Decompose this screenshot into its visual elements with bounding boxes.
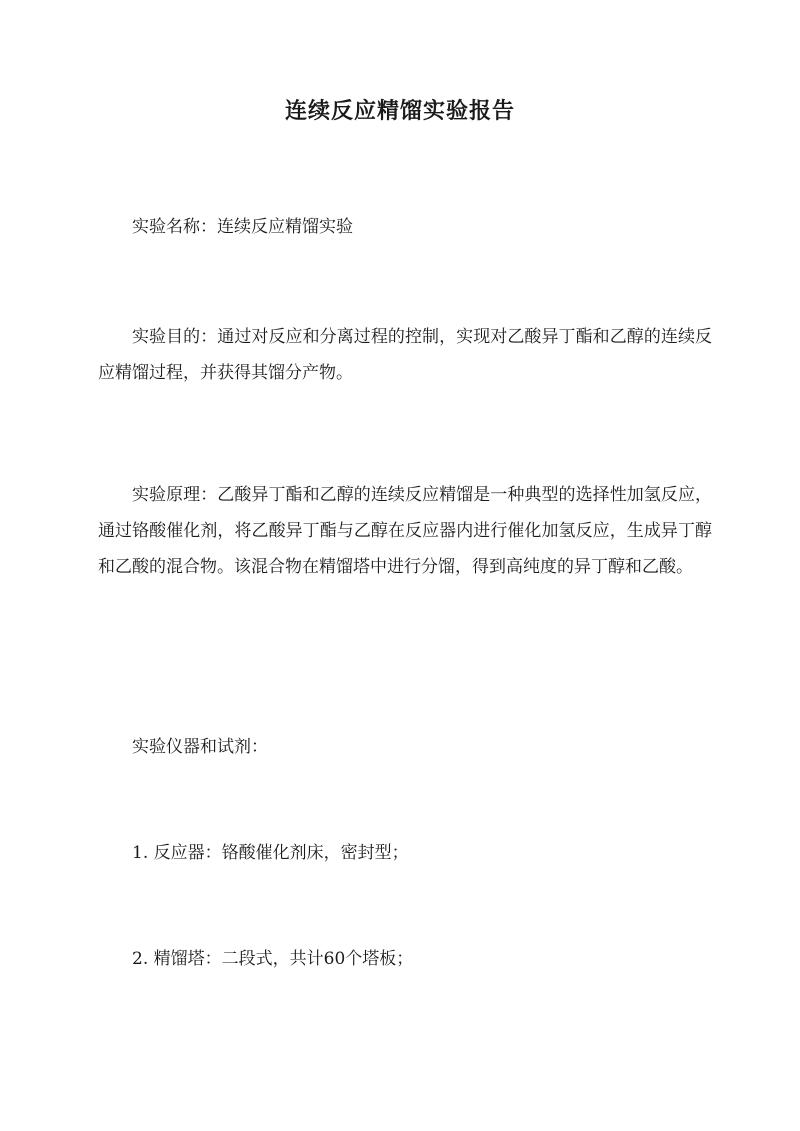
list-item-number: 2.	[132, 949, 149, 969]
list-item-number: 1.	[132, 843, 149, 863]
equipment-heading: 实验仪器和试剂：	[132, 737, 268, 757]
experiment-purpose-paragraph: 实验目的：通过对反应和分离过程的控制，实现对乙酸异丁酯和乙醇的连续反应精馏过程，并获得其馏分产物。	[98, 327, 712, 383]
experiment-principle-paragraph: 实验原理：乙酸异丁酯和乙醇的连续反应精馏是一种典型的选择性加氢反应，通过铬酸催化剂，将乙酸异丁酯与乙醇在反应器内进行催化加氢反应，生成异丁醇和乙酸的混合物。该混合物在精馏塔中进行分馏，得到高纯度的异丁醇和乙酸。	[98, 485, 712, 577]
list-item	[98, 941, 712, 977]
experiment-name-paragraph: 实验名称：连续反应精馏实验	[132, 217, 353, 237]
document-title: 连续反应精馏实验报告	[284, 98, 515, 124]
list-item	[98, 835, 712, 871]
list-item-text: 精馏塔：二段式，共计60个塔板；	[153, 949, 414, 969]
list-item-text: 反应器：铬酸催化剂床，密封型；	[153, 843, 409, 863]
